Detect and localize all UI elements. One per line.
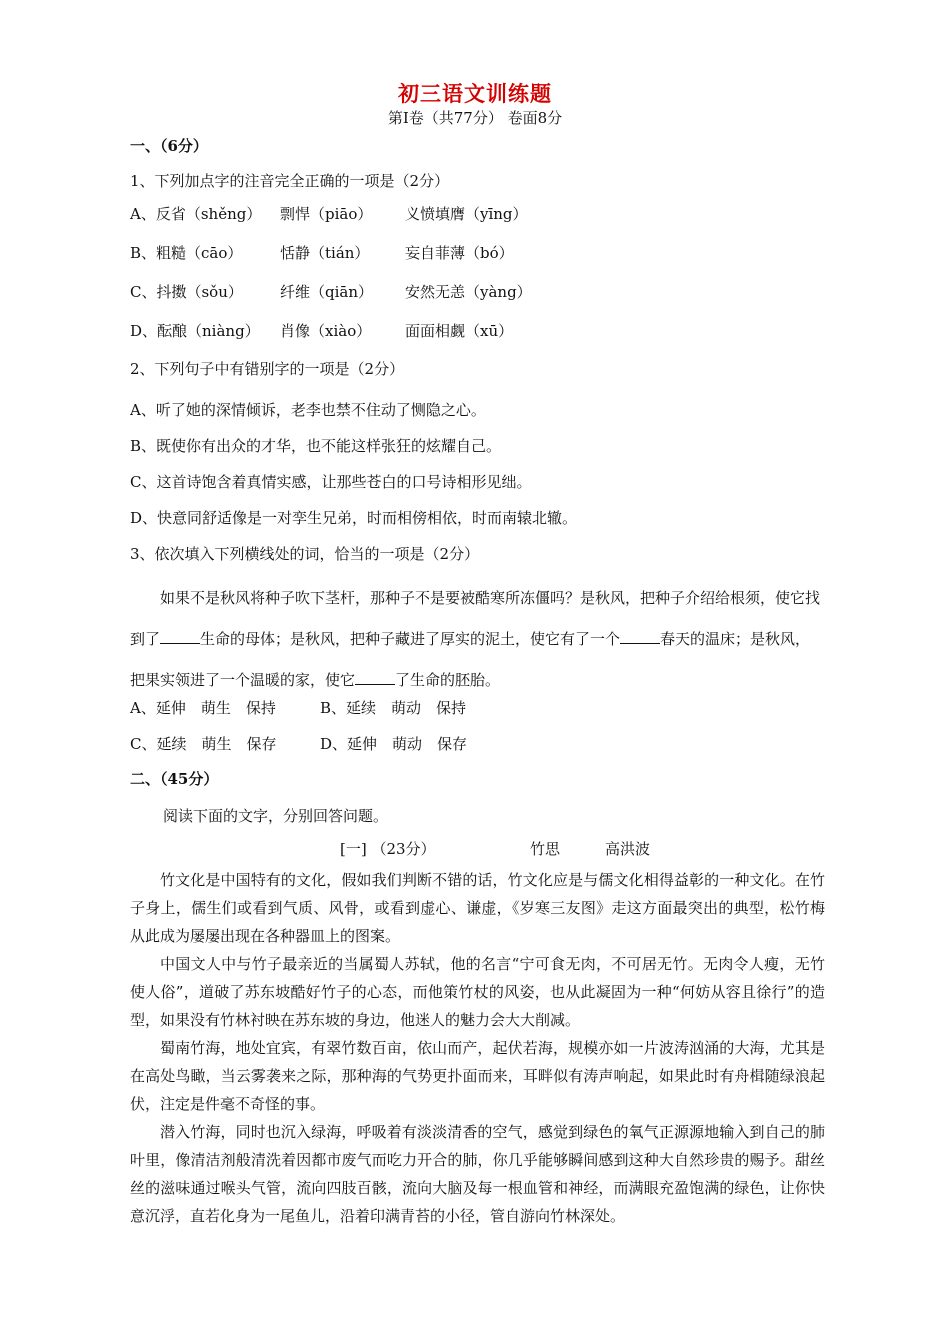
passage-author: 高洪波 bbox=[605, 840, 651, 858]
blank-2 bbox=[620, 629, 660, 644]
q1-option-c: C、抖擞（sǒu） 纤维（qiān） 安然无恙（yàng） bbox=[130, 283, 532, 301]
section-2-heading: 二、（45分） bbox=[130, 770, 219, 788]
page-subtitle: 第Ⅰ卷（共77分） 卷面8分 bbox=[387, 109, 563, 127]
question-1-stem: 1、下列加点字的注音完全正确的一项是（2分） bbox=[130, 172, 450, 190]
q2-option-c: C、这首诗饱含着真情实感，让那些苍白的口号诗相形见绌。 bbox=[130, 473, 532, 491]
paragraph: 中国文人中与竹子最亲近的当属蜀人苏轼，他的名言“宁可食无肉，不可居无竹。无肉令人瘦，无竹使人俗”，道破了苏东坡酷好竹子的心态，而他策竹杖的风姿，也从此凝固为一种“何妨从容且徐行”的造型，如果没有竹林衬映在苏东坡的身边，他迷人的魅力会大大削减。 bbox=[130, 955, 825, 1029]
section-2-instruction: 阅读下面的文字，分别回答问题。 bbox=[163, 807, 389, 825]
passage-part-label: [一] （23分） bbox=[340, 840, 436, 858]
blank-1 bbox=[160, 629, 200, 644]
paragraph: 竹文化是中国特有的文化，假如我们判断不错的话，竹文化应是与儒文化相得益彰的一种文化。在竹子身上，儒生们或看到气质、风骨，或看到虚心、谦虚，《岁寒三友图》走这方面最突出的典型，松竹梅从此成为屡屡出现在各种器皿上的图案。 bbox=[130, 871, 825, 945]
page-title: 初三语文训练题 bbox=[398, 81, 552, 106]
q1-option-a: A、反省（shěng） 剽悍（piāo） 义愤填膺（yīng） bbox=[130, 205, 528, 223]
q3-passage: 如果不是秋风将种子吹下茎杆，那种子不是要被酷寒所冻僵吗？是秋风，把种子介绍给根须，使它找到了 生命的母体；是秋风，把种子藏进了厚实的泥土，使它有了一个 春天的温床；是秋风，把果实领进了一个温暖的家，使它 了生命的胚胎。 bbox=[130, 589, 821, 689]
q1-option-b: B、粗糙（cāo） 恬静（tián） 妄自菲薄（bó） bbox=[130, 244, 514, 262]
q2-option-b: B、既使你有出众的才华，也不能这样张狂的炫耀自己。 bbox=[130, 437, 502, 455]
paragraph: 蜀南竹海，地处宜宾，有翠竹数百亩，依山而产，起伏若海，规模亦如一片波涛汹涌的大海，尤其是在高处鸟瞰，当云雾袭来之际，那种海的气势更扑面而来，耳畔似有涛声响起，如果此时有舟楫随绿浪起伏，注定是件毫不奇怪的事。 bbox=[130, 1039, 825, 1113]
q1-option-d: D、酝酿（niàng） 肖像（xiào） 面面相觑（xū） bbox=[130, 322, 514, 340]
passage-title: 竹思 bbox=[530, 840, 561, 858]
question-2-stem: 2、下列句子中有错别字的一项是（2分） bbox=[130, 360, 405, 378]
question-3-stem: 3、依次填入下列横线处的词，恰当的一项是（2分） bbox=[130, 545, 480, 563]
q3-options-cd: C、延续 萌生 保存 D、延伸 萌动 保存 bbox=[130, 735, 468, 753]
blank-3 bbox=[355, 670, 395, 685]
q3-options-ab: A、延伸 萌生 保持 B、延续 萌动 保持 bbox=[130, 699, 467, 717]
passage-body bbox=[130, 866, 825, 1230]
q2-option-d: D、快意同舒适像是一对孪生兄弟，时而相傍相依，时而南辕北辙。 bbox=[130, 509, 578, 527]
paragraph: 潜入竹海，同时也沉入绿海，呼吸着有淡淡清香的空气，感觉到绿色的氧气正源源地输入到自己的肺叶里，像清洁剂般清洗着因都市废气而吃力开合的肺，你几乎能够瞬间感到这种大自然珍贵的赐予。甜丝丝的滋味通过喉头气管，流向四肢百骸，流向大脑及每一根血管和神经，而满眼充盈饱满的绿色，让你快意沉浮，直若化身为一尾鱼儿，沿着印满青苔的小径，管自游向竹林深处。 bbox=[130, 1123, 825, 1225]
q2-option-a: A、听了她的深情倾诉，老李也禁不住动了恻隐之心。 bbox=[130, 401, 486, 419]
section-1-heading: 一、（6分） bbox=[130, 137, 208, 155]
